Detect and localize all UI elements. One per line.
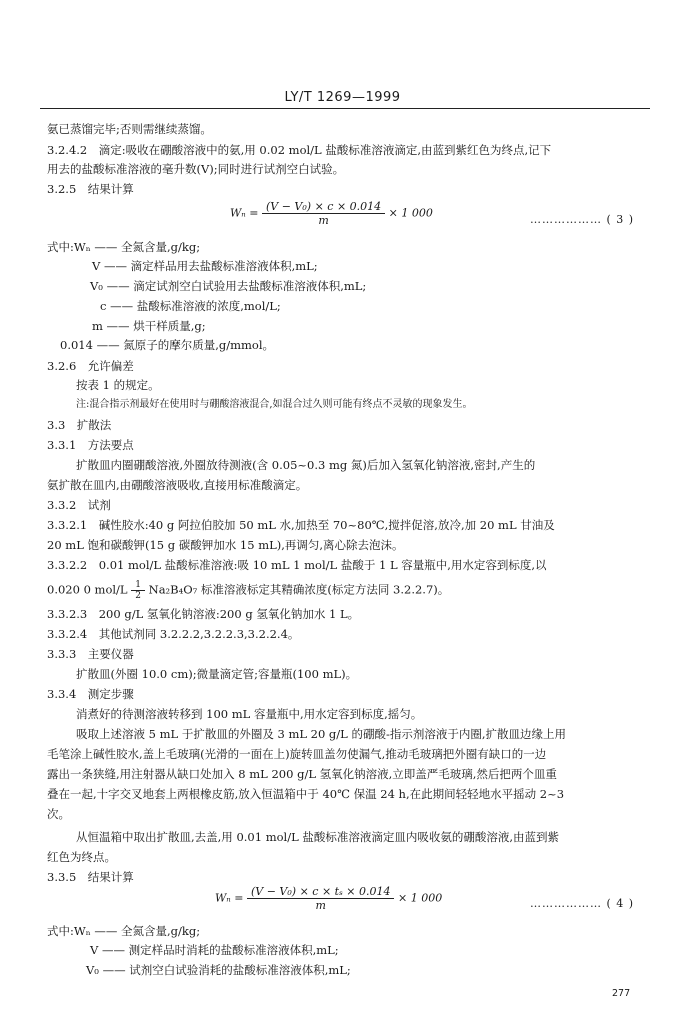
equation-number: ……………… ( 4 ) (530, 897, 635, 910)
text-line: 次。 (47, 807, 70, 821)
section-heading: 3.3 扩散法 (47, 418, 112, 432)
text-continuation: Na₂B₄O₇ 标准溶液标定其精确浓度(标定方法同 3.2.2.7)。 (148, 582, 450, 597)
variable-definition: V —— 滴定样品用去盐酸标准溶液体积,mL; (92, 259, 318, 273)
equation-numerator: (V − V₀) × c × tₛ × 0.014 (247, 885, 395, 899)
text-line: 按表 1 的规定。 (76, 378, 160, 392)
equation-numerator: (V − V₀) × c × 0.014 (262, 200, 385, 214)
text-line: 吸取上述溶液 5 mL 于扩散皿的外圈及 3 mL 20 g/L 的硼酸-指示剂溶液于内圈,扩散皿边缘上用 (76, 727, 567, 741)
half-denominator: 2 (135, 591, 141, 601)
text-line: 3.3.2.2 0.01 mol/L 盐酸标准溶液:吸 10 mL 1 mol/L 盐酸于 1 L 容量瓶中,用水定容到标度,以 (47, 558, 547, 572)
text-line: 20 mL 饱和碳酸钾(15 g 碳酸钾加水 15 mL),再调匀,离心除去泡沫。 (47, 538, 404, 552)
text-line: 3.3.2.3 200 g/L 氢氧化钠溶液:200 g 氢氧化钠加水 1 L。 (47, 607, 360, 621)
equation-3 (230, 200, 433, 227)
text-line: 氨扩散在皿内,由硼酸溶液吸收,直接用标准酸滴定。 (47, 478, 308, 492)
equation-4 (215, 885, 442, 912)
section-heading: 3.2.5 结果计算 (47, 182, 134, 196)
equation-fraction (247, 885, 395, 912)
half-fraction (131, 580, 145, 601)
text-line: 用去的盐酸标准溶液的毫升数(V);同时进行试剂空白试验。 (47, 162, 345, 176)
equation-lhs: Wₙ = (215, 891, 244, 905)
section-heading: 3.3.5 结果计算 (47, 870, 134, 884)
equation-denominator: m (315, 899, 326, 912)
page-number: 277 (612, 988, 631, 999)
equation-lhs: Wₙ = (230, 206, 259, 220)
note-line: 注:混合指示剂最好在使用时与硼酸溶液混合,如混合过久则可能有终点不灵敏的现象发生。 (76, 399, 473, 410)
half-numerator: 1 (131, 580, 145, 591)
text-line: 露出一条狭缝,用注射器从缺口处加入 8 mL 200 g/L 氢氧化钠溶液,立即盖严毛玻璃,然后把两个皿重 (47, 767, 557, 781)
concentration-value: 0.020 0 mol/L (47, 582, 128, 597)
text-line-with-fraction (47, 580, 449, 601)
section-heading: 3.3.1 方法要点 (47, 438, 134, 452)
section-heading: 3.3.3 主要仪器 (47, 647, 134, 661)
text-line: 红色为终点。 (47, 850, 116, 864)
section-heading: 3.3.2 试剂 (47, 498, 111, 512)
text-line: 毛笔涂上碱性胶水,盖上毛玻璃(光滑的一面在上)旋转皿盖勿使漏气,推动毛玻璃把外圈有缺口的一边 (47, 747, 547, 761)
equation-fraction (262, 200, 385, 227)
equation-denominator: m (318, 214, 329, 227)
variable-definition: 0.014 —— 氮原子的摩尔质量,g/mmol。 (60, 338, 275, 352)
text-line: 3.2.4.2 滴定:吸收在硼酸溶液中的氨,用 0.02 mol/L 盐酸标准溶液滴定,由蓝到紫红色为终点,记下 (47, 143, 552, 157)
equation-multiplier: × 1 000 (388, 206, 433, 220)
text-line: 氨已蒸馏完毕;否则需继续蒸馏。 (47, 122, 212, 136)
variable-definition: 式中:Wₙ —— 全氮含量,g/kg; (47, 240, 201, 254)
equation-number: ……………… ( 3 ) (530, 213, 635, 226)
variable-definition: 式中:Wₙ —— 全氮含量,g/kg; (47, 924, 201, 938)
variable-definition: V —— 测定样品时消耗的盐酸标准溶液体积,mL; (90, 943, 339, 957)
text-line: 扩散皿(外圈 10.0 cm);微量滴定管;容量瓶(100 mL)。 (76, 667, 358, 681)
variable-definition: m —— 烘干样质量,g; (92, 319, 206, 333)
text-line: 消煮好的待测溶液转移到 100 mL 容量瓶中,用水定容到标度,摇匀。 (76, 707, 423, 721)
text-line: 叠在一起,十字交叉地套上两根橡皮筋,放入恒温箱中于 40℃ 保温 24 h,在此期间轻轻地水平摇动 2~3 (47, 787, 565, 801)
variable-definition: c —— 盐酸标准溶液的浓度,mol/L; (100, 299, 281, 313)
header-rule (40, 108, 650, 109)
text-line: 扩散皿内圈硼酸溶液,外圈放待测液(含 0.05~0.3 mg 氮)后加入氢氧化钠溶液,密封,产生的 (76, 458, 536, 472)
page-header: LY/T 1269—1999 (284, 90, 401, 105)
section-heading: 3.3.4 测定步骤 (47, 687, 134, 701)
variable-definition: V₀ —— 试剂空白试验消耗的盐酸标准溶液体积,mL; (86, 963, 351, 977)
variable-definition: V₀ —— 滴定试剂空白试验用去盐酸标准溶液体积,mL; (90, 279, 367, 293)
text-line: 3.3.2.1 碱性胶水:40 g 阿拉伯胶加 50 mL 水,加热至 70~80℃,搅拌促溶,放冷,加 20 mL 甘油及 (47, 518, 555, 532)
section-heading: 3.2.6 允许偏差 (47, 359, 134, 373)
equation-multiplier: × 1 000 (397, 891, 443, 905)
text-line: 从恒温箱中取出扩散皿,去盖,用 0.01 mol/L 盐酸标准溶液滴定皿内吸收氨的硼酸溶液,由蓝到紫 (76, 830, 560, 844)
text-line: 3.3.2.4 其他试剂同 3.2.2.2,3.2.2.3,3.2.2.4。 (47, 627, 300, 641)
